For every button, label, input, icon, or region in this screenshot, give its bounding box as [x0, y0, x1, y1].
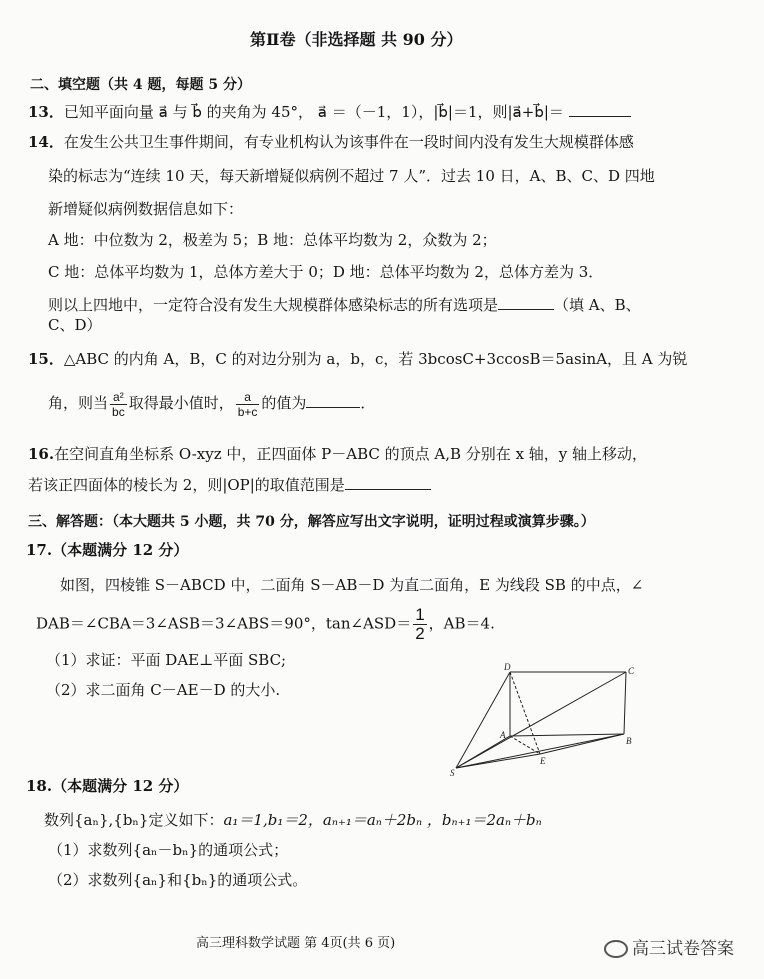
question-18-part-1: （1）求数列{aₙ－bₙ}的通项公式；: [48, 841, 289, 859]
vertex-label-d: D: [504, 662, 511, 672]
fraction-a-over-bc: [236, 390, 260, 419]
numerator: a: [236, 390, 260, 405]
question-16-line-2: [28, 474, 431, 495]
question-score: （本题满分 12 分）: [52, 541, 189, 559]
question-text: 的值为: [261, 394, 307, 412]
answer-blank: [569, 101, 631, 117]
question-13: [28, 101, 631, 122]
question-text: △ABC 的内角 A，B，C 的对边分别为 a，b，c，若 3bcosC+3ccosB＝5asinA，且 A 为锐: [63, 350, 688, 368]
page-footer: 高三理科数学试题 第 4页(共 6 页): [196, 936, 396, 951]
question-17-part-2: （2）求二面角 C－AE－D 的大小.: [46, 681, 281, 699]
question-number: 17.: [26, 541, 53, 559]
question-text: 数列{aₙ},{bₙ}定义如下：: [44, 811, 224, 829]
question-17-line-2: [36, 606, 495, 643]
question-text: 在发生公共卫生事件期间，有专业机构认为该事件在一段时间内没有发生大规模群体感: [63, 133, 634, 151]
question-14-line-2: 染的标志为“连续 10 天，每天新增疑似病例不超过 7 人”．过去 10 日，A、B、C、D 四地: [48, 167, 655, 185]
vertex-label-e: E: [540, 756, 546, 766]
question-14-line-5: C 地：总体平均数为 1，总体方差大于 0；D 地：总体平均数为 2，总体方差为 3．: [48, 263, 604, 281]
question-number: 16.: [28, 445, 55, 463]
brand-text: 高三试卷答案: [632, 939, 734, 959]
question-text: 取得最小值时，: [128, 394, 234, 412]
question-number: 14．: [28, 133, 64, 151]
question-17-header: [26, 540, 188, 560]
numerator: a²: [110, 390, 127, 405]
section-problems: 三、解答题：（本大题共 5 小题，共 70 分，解答应写出文字说明，证明过程或演算步骤。）: [28, 514, 595, 530]
question-15-line-2: [48, 387, 375, 419]
denominator: bc: [112, 404, 125, 419]
question-17-line-1: 如图，四棱锥 S－ABCD 中，二面角 S－AB－D 为直二面角，E 为线段 SB 的中点，∠: [60, 576, 644, 594]
denominator: 2: [415, 624, 425, 643]
question-text: DAB＝∠CBA＝3∠ASB＝3∠ABS＝90°，tan∠ASD＝: [36, 614, 412, 633]
question-number: 18.: [26, 777, 53, 795]
answer-blank: [498, 294, 554, 310]
answer-blank: [345, 474, 431, 490]
question-number: 15．: [28, 350, 64, 368]
question-17-part-1: （1）求证：平面 DAE⊥平面 SBC;: [46, 651, 287, 669]
question-formula: a₁＝1,b₁＝2，aₙ₊₁＝aₙ＋2bₙ ，bₙ₊₁＝2aₙ＋bₙ: [223, 811, 542, 829]
section-fill-blank: 二、填空题（共 4 题，每题 5 分）: [30, 77, 251, 93]
question-14-line-3: 新增疑似病例数据信息如下：: [48, 200, 244, 218]
denominator: b+c: [237, 404, 258, 419]
question-text: 在空间直角坐标系 O-xyz 中，正四面体 P－ABC 的顶点 A,B 分别在 x 轴，y 轴上移动，: [54, 445, 648, 463]
question-text: ．: [360, 394, 376, 412]
question-18-line-1: [44, 810, 542, 830]
vertex-label-a: A: [500, 730, 506, 740]
numerator: 1: [415, 605, 425, 624]
question-text: 角，则当: [48, 394, 109, 412]
question-14-line-4: A 地：中位数为 2，极差为 5；B 地：总体平均数为 2，众数为 2；: [48, 231, 497, 249]
question-text: 则以上四地中，一定符合没有发生大规模群体感染标志的所有选项是: [48, 296, 499, 314]
question-14-line-1: [28, 132, 634, 152]
question-number: 13．: [28, 103, 64, 121]
question-score: （本题满分 12 分）: [52, 777, 189, 795]
pyramid-figure: [448, 660, 648, 780]
question-14-line-6: [48, 294, 641, 315]
question-text: 已知平面向量 a⃗ 与 b⃗ 的夹角为 45°， a⃗ ＝（－1，1），|b⃗|＝1，则|a⃗+b⃗|＝: [63, 103, 564, 121]
fraction-one-half: [413, 606, 426, 643]
vertex-label-b: B: [626, 736, 632, 746]
wechat-icon: [604, 940, 628, 958]
question-text: 若该正四面体的棱长为 2，则|OP|的取值范围是: [28, 476, 345, 494]
watermark-brand: [604, 934, 734, 959]
vertex-label-c: C: [628, 666, 635, 676]
answer-blank: [306, 392, 360, 408]
fraction-a2-over-bc: [110, 390, 127, 419]
question-18-part-2: （2）求数列{aₙ}和{bₙ}的通项公式。: [48, 871, 308, 889]
question-text: （填 A、B、: [554, 296, 641, 314]
question-text: ，AB＝4.: [428, 614, 495, 633]
question-15-line-1: [28, 349, 687, 369]
page-title: 第Ⅱ卷（非选择题 共 90 分）: [250, 30, 463, 49]
question-14-line-7: C、D）: [48, 316, 102, 334]
vertex-label-s: S: [450, 768, 455, 778]
question-16-line-1: [28, 444, 647, 464]
question-18-header: [26, 776, 188, 796]
